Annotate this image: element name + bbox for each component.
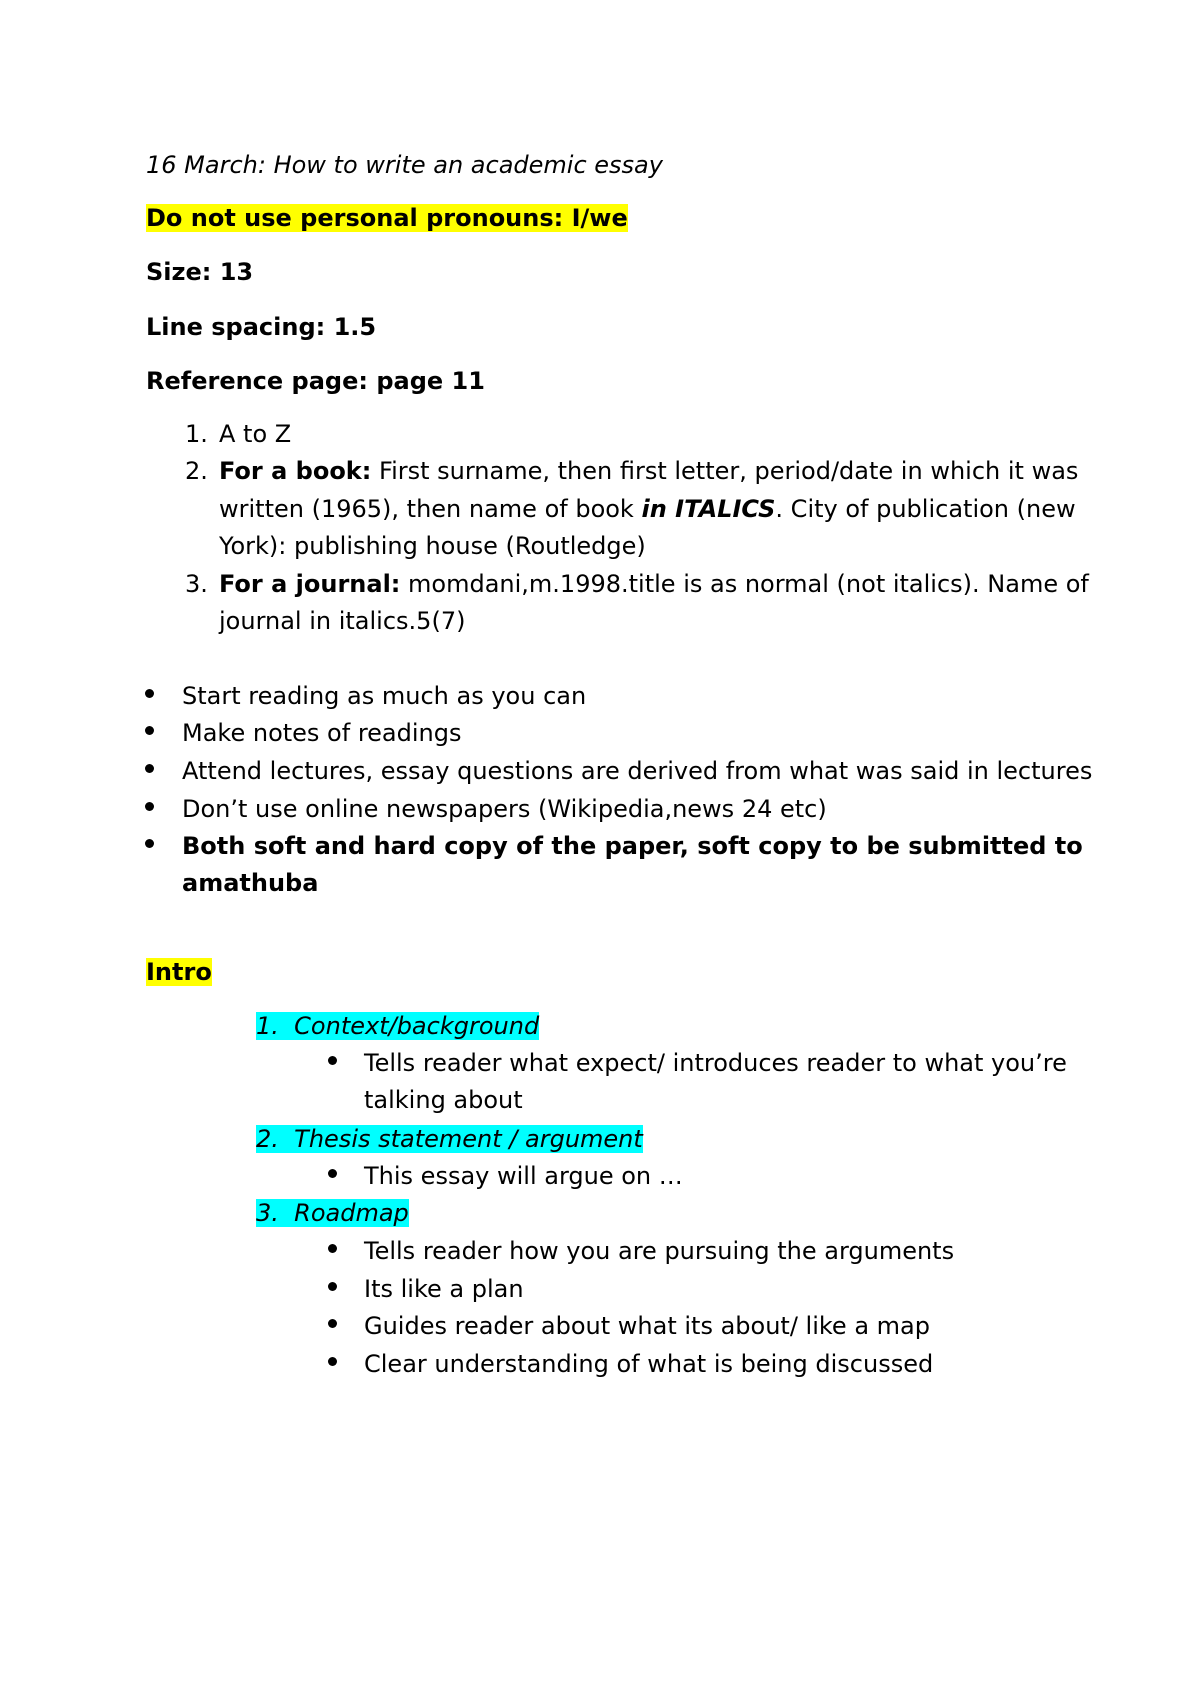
tip-item: Make notes of readings [182,719,462,747]
tip-item: Start reading as much as you can [182,682,587,710]
ref-item-book-line2: written (1965), then name of book in ITALICS. City of publication (new [219,495,1076,523]
ref-number-2: 2. [185,457,208,485]
book-label: For a book: [219,457,372,485]
journal-label: For a journal: [219,570,401,598]
tip-item: Attend lectures, essay questions are derived from what was said in lectures [182,757,1093,785]
intro-item-thesis-highlight: 2. Thesis statement / argument [256,1125,643,1153]
italics-emphasis: in ITALICS [641,495,776,523]
line-spacing-spec: Line spacing: 1.5 [146,313,377,341]
document-title: 16 March: How to write an academic essay [146,151,663,179]
tip-item-submission-cont: amathuba [182,869,319,897]
size-spec: Size: 13 [146,258,254,286]
reference-page-spec: Reference page: page 11 [146,367,485,395]
ref-item-book-line3: York): publishing house (Routledge) [219,532,646,560]
ref-item-book-line1: For a book: First surname, then first letter, period/date in which it was [219,457,1079,485]
intro-item-context [256,1011,539,1041]
intro-bullet-cont: talking about [364,1086,523,1114]
bullet-icon [145,839,154,848]
ref-item-a-to-z: A to Z [219,420,292,448]
intro-bullet: Tells reader what expect/ introduces reader to what you’re [364,1049,1067,1077]
bullet-icon [328,1357,337,1366]
intro-bullet: Guides reader about what its about/ like a map [364,1312,930,1340]
bullet-icon [145,802,154,811]
bullet-icon [328,1169,337,1178]
ref-item-journal-line1: For a journal: momdani,m.1998.title is as normal (not italics). Name of [219,570,1089,598]
bullet-icon [145,726,154,735]
intro-item-roadmap [256,1198,409,1228]
bullet-icon [328,1282,337,1291]
ref-item-journal-line2: journal in italics.5(7) [219,607,466,635]
pronoun-rule-highlight: Do not use personal pronouns: I/we [146,204,628,232]
intro-item-thesis [256,1124,643,1154]
bullet-icon [328,1319,337,1328]
bullet-icon [328,1244,337,1253]
intro-item-roadmap-highlight: 3. Roadmap [256,1199,409,1227]
tip-item-submission: Both soft and hard copy of the paper, soft copy to be submitted to [182,832,1083,860]
pronoun-rule [146,203,628,233]
intro-bullet: Clear understanding of what is being discussed [364,1350,934,1378]
intro-bullet: Its like a plan [364,1275,524,1303]
intro-item-context-highlight: 1. Context/background [256,1012,540,1040]
ref-number-1: 1. [185,420,208,448]
tip-item: Don’t use online newspapers (Wikipedia,news 24 etc) [182,795,827,823]
bullet-icon [145,764,154,773]
intro-bullet: Tells reader how you are pursuing the arguments [364,1237,955,1265]
bullet-icon [145,689,154,698]
intro-bullet: This essay will argue on … [364,1162,683,1190]
intro-heading: Intro [146,958,212,986]
ref-number-3: 3. [185,570,208,598]
bullet-icon [328,1056,337,1065]
